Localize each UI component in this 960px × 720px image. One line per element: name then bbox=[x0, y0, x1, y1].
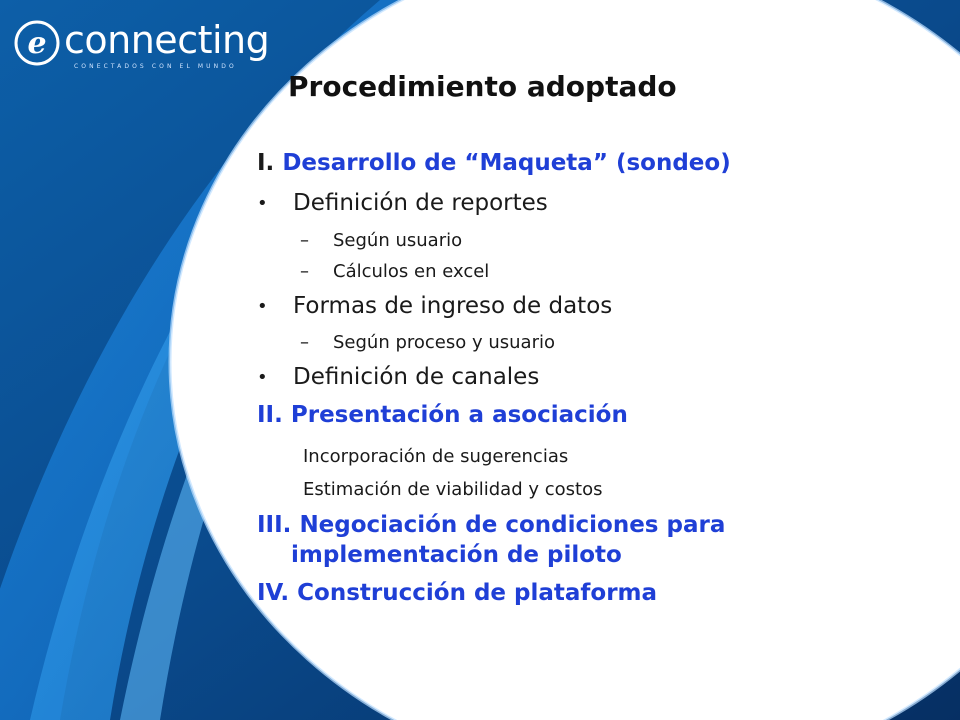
sub-item-text: Según proceso y usuario bbox=[333, 332, 556, 353]
section-2-heading bbox=[257, 402, 628, 428]
section-3-label-line2: implementación de piloto bbox=[291, 542, 622, 568]
section-4-heading bbox=[257, 580, 657, 606]
section-1-heading bbox=[257, 150, 731, 176]
bullet-text: Definición de canales bbox=[293, 364, 540, 390]
section-1-label: Desarrollo de “Maqueta” (sondeo) bbox=[282, 150, 731, 176]
bullet-text: Definición de reportes bbox=[293, 190, 548, 216]
section-4-label: Construcción de plataforma bbox=[297, 580, 658, 606]
line-estimacion-viabilidad: Estimación de viabilidad y costos bbox=[303, 479, 603, 500]
logo-wordmark: connecting bbox=[64, 18, 270, 62]
bullet-icon: • bbox=[257, 367, 268, 388]
section-2-number: II. bbox=[257, 402, 283, 428]
section-2-label: Presentación a asociación bbox=[290, 402, 628, 428]
section-3-number: III. bbox=[257, 512, 292, 538]
line-incorporacion-sugerencias: Incorporación de sugerencias bbox=[303, 446, 569, 467]
sub-item-calculos-excel bbox=[300, 261, 490, 282]
dash-icon: – bbox=[300, 261, 309, 282]
bullet-definicion-canales bbox=[257, 364, 540, 390]
section-3-heading bbox=[257, 512, 725, 538]
sub-item-text: Cálculos en excel bbox=[333, 261, 490, 282]
dash-icon: – bbox=[300, 332, 309, 353]
section-3-label-line1: Negociación de condiciones para bbox=[299, 512, 726, 538]
bullet-text: Formas de ingreso de datos bbox=[293, 293, 613, 319]
sub-item-segun-usuario bbox=[300, 230, 463, 251]
sub-item-segun-proceso bbox=[300, 332, 556, 353]
section-1-number: I. bbox=[257, 150, 275, 176]
bullet-icon: • bbox=[257, 193, 268, 214]
dash-icon: – bbox=[300, 230, 309, 251]
bullet-formas-ingreso bbox=[257, 293, 613, 319]
logo-mark-letter: e bbox=[27, 26, 47, 61]
slide-title: Procedimiento adoptado bbox=[288, 70, 677, 103]
bullet-definicion-reportes bbox=[257, 190, 548, 216]
section-4-number: IV. bbox=[257, 580, 290, 606]
bullet-icon: • bbox=[257, 296, 268, 317]
sub-item-text: Según usuario bbox=[333, 230, 463, 251]
logo-tagline: CONECTADOS CON EL MUNDO bbox=[74, 63, 237, 70]
